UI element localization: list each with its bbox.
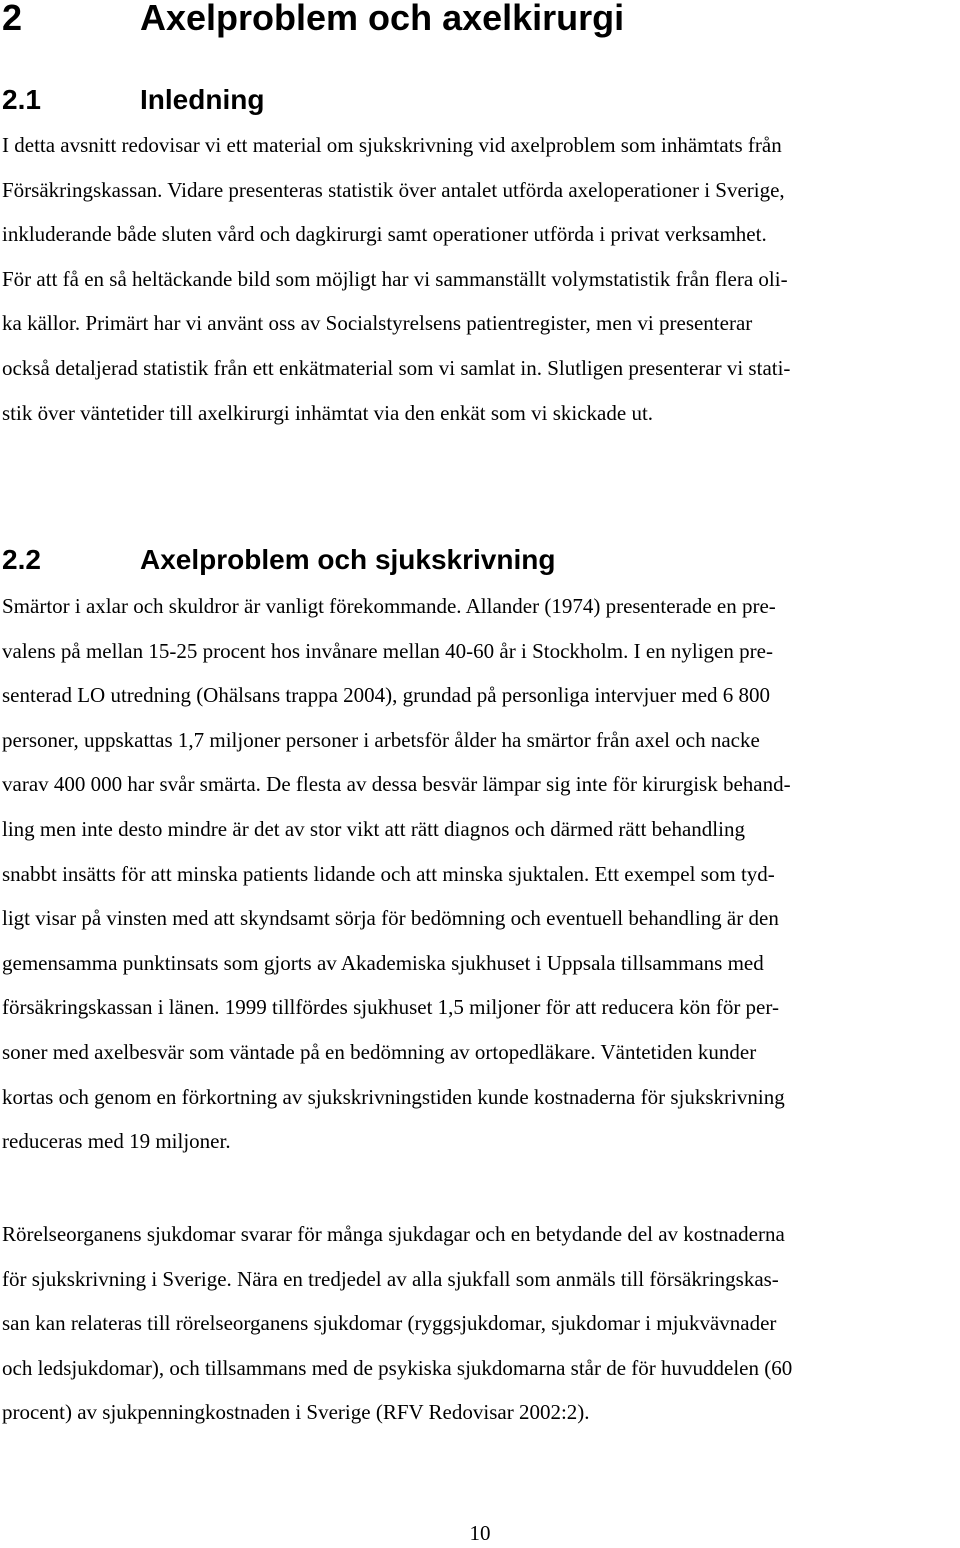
chapter-heading — [2, 0, 624, 44]
text-line: reduceras med 19 miljoner. — [2, 1129, 231, 1154]
text-line: Smärtor i axlar och skuldror är vanligt förekommande. Allander (1974) presenterade en pre- — [2, 594, 776, 618]
text-line: san kan relateras till rörelseorganens sjukdomar (ryggsjukdomar, sjukdomar i mjukvävnader — [2, 1311, 777, 1336]
text-line: ligt visar på vinsten med att skyndsamt sörja för bedömning och eventuell behandling är den — [2, 906, 779, 931]
text-line: valens på mellan 15-25 procent hos invånare mellan 40-60 år i Stockholm. I en nyligen pre- — [2, 638, 773, 663]
text-line: snabbt insätts för att minska patients lidande och att minska sjuktalen. Ett exempel som tyd- — [2, 861, 775, 886]
section-number: 2.1 — [2, 84, 41, 115]
text-line: varav 400 000 har svår smärta. De flesta av dessa besvär lämpar sig inte för kirurgisk behand- — [2, 772, 791, 797]
section-title: Inledning — [140, 84, 265, 115]
text-line: försäkringskassan i länen. 1999 tillfördes sjukhuset 1,5 miljoner för att reducera kön för per- — [2, 995, 779, 1020]
text-line: Rörelseorganens sjukdomar svarar för många sjukdagar och en betydande del av kostnaderna — [2, 1222, 785, 1246]
text-line: ka källor. Primärt har vi använt oss av Socialstyrelsens patientregister, men vi presenterar — [2, 311, 753, 336]
text-line: I detta avsnitt redovisar vi ett material om sjukskrivning vid axelproblem som inhämtats från — [2, 133, 782, 157]
paragraph-intro — [2, 123, 960, 435]
text-line: inkluderande både sluten vård och dagkirurgi samt operationer utförda i privat verksamhet. — [2, 222, 767, 247]
text-line: gemensamma punktinsats som gjorts av Akademiska sjukhuset i Uppsala tillsammans med — [2, 950, 764, 975]
text-line: Försäkringskassan. Vidare presenteras statistik över antalet utförda axeloperationer i Sverige, — [2, 177, 785, 202]
section-title: Axelproblem och sjukskrivning — [140, 544, 556, 575]
paragraph-prevalence — [2, 584, 960, 1164]
chapter-title: Axelproblem och axelkirurgi — [140, 0, 625, 38]
text-line: procent) av sjukpenningkostnaden i Sverige (RFV Redovisar 2002:2). — [2, 1400, 590, 1425]
text-line: För att få en så heltäckande bild som möjligt har vi sammanställt volymstatistik från flera oli- — [2, 266, 788, 291]
text-line: kortas och genom en förkortning av sjukskrivningstiden kunde kostnaderna för sjukskrivning — [2, 1084, 785, 1109]
text-line: personer, uppskattas 1,7 miljoner personer i arbetsför ålder ha smärtor från axel och nacke — [2, 727, 760, 752]
paragraph-musculoskeletal — [2, 1212, 960, 1435]
text-line: senterad LO utredning (Ohälsans trappa 2004), grundad på personliga intervjuer med 6 800 — [2, 683, 771, 708]
text-line: också detaljerad statistik från ett enkätmaterial som vi samlat in. Slutligen presenterar vi stati- — [2, 355, 791, 380]
page-number: 10 — [469, 1521, 491, 1545]
section-heading-inledning — [2, 80, 264, 120]
section-number: 2.2 — [2, 544, 41, 575]
text-line: soner med axelbesvär som väntade på en bedömning av ortopedläkare. Väntetiden kunder — [2, 1039, 757, 1064]
text-line: stik över väntetider till axelkirurgi inhämtat via den enkät som vi skickade ut. — [2, 400, 654, 425]
section-heading-sjukskrivning — [2, 540, 555, 580]
chapter-number: 2 — [2, 0, 23, 38]
text-line: ling men inte desto mindre är det av stor vikt att rätt diagnos och därmed rätt behandling — [2, 816, 745, 841]
text-line: och ledsjukdomar), och tillsammans med de psykiska sjukdomarna står de för huvuddelen (60 — [2, 1355, 793, 1380]
text-line: för sjukskrivning i Sverige. Nära en tredjedel av alla sjukfall som anmäls till försäkringskas- — [2, 1266, 779, 1291]
